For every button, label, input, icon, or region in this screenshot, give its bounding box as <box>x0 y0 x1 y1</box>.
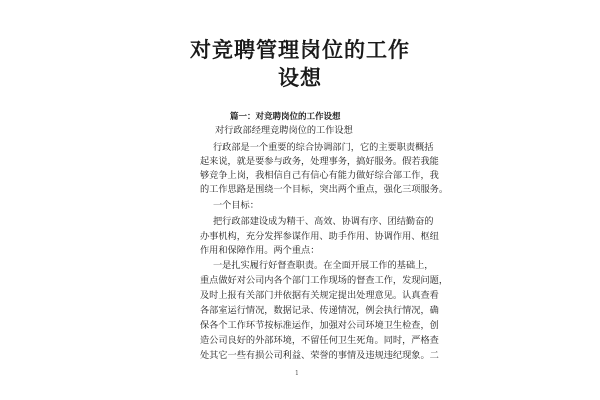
body-line: 保各个工作环节按标准运作，加强对公司环境卫生检查，创 <box>200 320 439 331</box>
document-title: 对竞聘管理岗位的工作设想 <box>190 37 410 90</box>
body-line: 起来说，就是要参与政务，处理事务，搞好服务。假若我能 <box>200 156 439 167</box>
body-line: 各部室运行情况，数据记录、传递情况，例会执行情况，确 <box>200 305 439 316</box>
body-line: 一个目标： <box>213 200 259 211</box>
body-line: 把行政部建设成为精干、高效、协调有序、团结勤奋的 <box>213 216 434 227</box>
body-line: 重点做好对公司内各个部门工作现场的督查工作，发现问题， <box>200 275 449 286</box>
section-heading: 篇一：对竞聘岗位的工作设想 <box>230 112 341 122</box>
body-line: 的工作思路是围绕一个目标，突出两个重点，强化三项服务。 <box>200 184 449 195</box>
body-line: 对行政部经理竞聘岗位的工作设想 <box>215 125 353 136</box>
body-line: 一是扎实履行好督查职责。在全面开展工作的基础上， <box>213 260 434 271</box>
body-line: 办事机构，充分发挥参谋作用、助手作用、协调作用、枢纽 <box>200 231 439 242</box>
body-line: 处其它一些有损公司利益、荣誉的事情及违规违纪现象。二 <box>200 350 439 361</box>
body-line: 作用和保障作用。两个重点： <box>200 245 320 256</box>
body-line: 够竞争上岗，我相信自己有信心有能力做好综合部工作，我 <box>200 170 439 181</box>
body-line: 行政部是一个重要的综合协调部门，它的主要职责概括 <box>213 142 434 153</box>
body-line: 及时上报有关部门并依据有关规定提出处理意见。认真查看 <box>200 290 439 301</box>
body-line: 造公司良好的外部环境，不留任何卫生死角。同时，严格查 <box>200 335 439 346</box>
page-number: 1 <box>295 370 299 377</box>
